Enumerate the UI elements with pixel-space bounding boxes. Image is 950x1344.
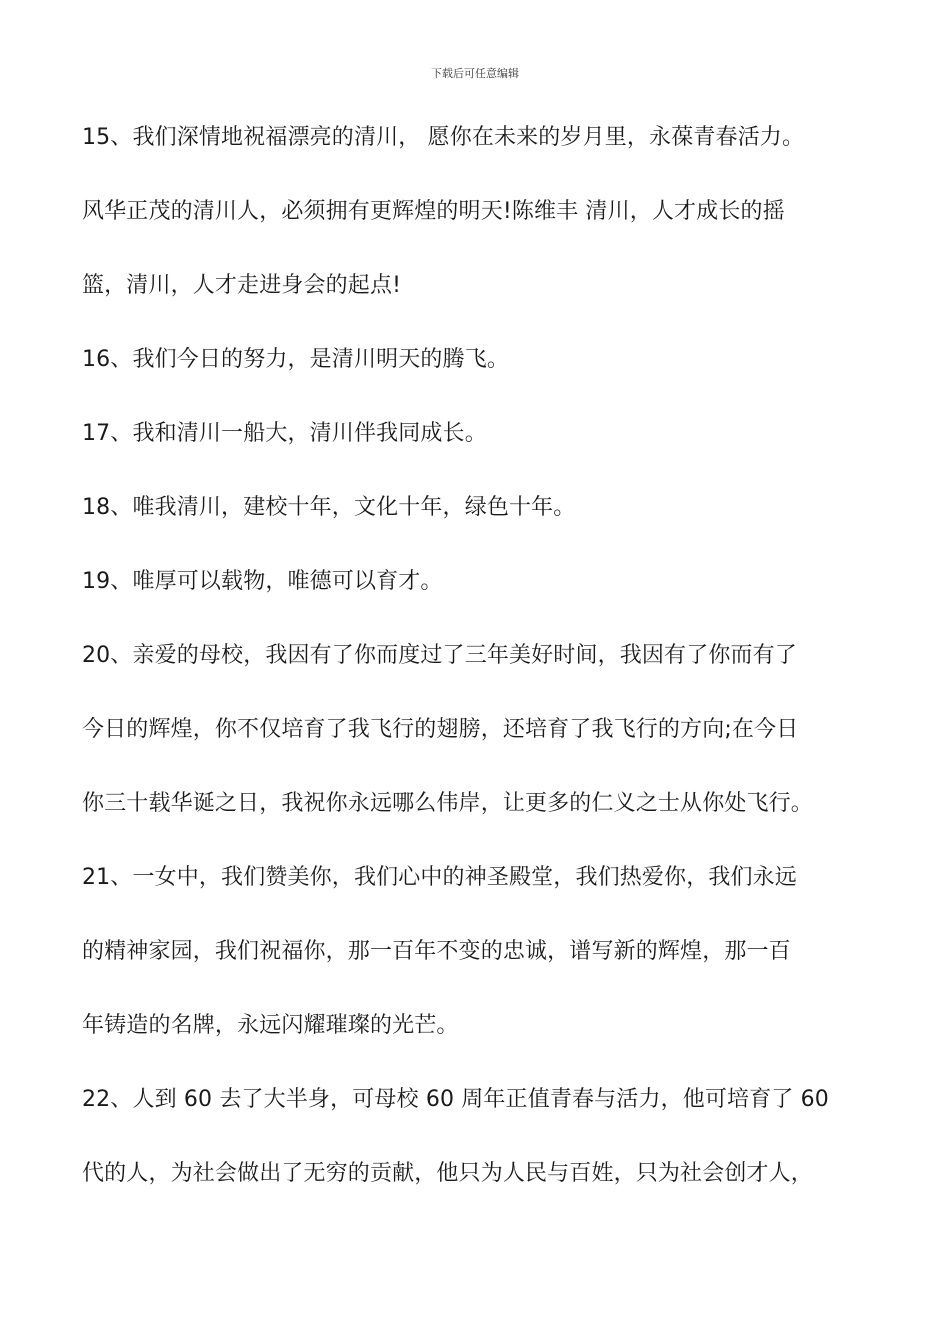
text-line: 你三十载华诞之日，我祝你永远哪么伟岸，让更多的仁义之士从你处飞行。	[82, 791, 813, 816]
page-header: 下载后可任意编辑	[431, 67, 519, 80]
text-line: 的精神家园，我们祝福你，那一百年不变的忠诚，谱写新的辉煌，那一百	[82, 939, 791, 964]
text-line: 篮，清川，人才走进身会的起点!	[82, 273, 402, 298]
text-line: 20、亲爱的母校，我因有了你而度过了三年美好时间，我因有了你而有了	[82, 643, 797, 668]
text-line: 年铸造的名牌，永远闪耀璀璨的光芒。	[82, 1013, 459, 1038]
text-line: 15、我们深情地祝福漂亮的清川， 愿你在未来的岁月里，永葆青春活力。	[82, 125, 805, 150]
text-line: 18、唯我清川，建校十年，文化十年，绿色十年。	[82, 495, 576, 520]
text-line: 16、我们今日的努力，是清川明天的腾飞。	[82, 347, 509, 372]
text-line: 21、一女中，我们赞美你，我们心中的神圣殿堂，我们热爱你，我们永远	[82, 865, 797, 890]
text-line: 风华正茂的清川人，必须拥有更辉煌的明天!陈维丰 清川，人才成长的摇	[82, 199, 785, 224]
text-line: 19、唯厚可以载物，唯德可以育才。	[82, 569, 443, 594]
text-line: 22、人到 60 去了大半身，可母校 60 周年正值青春与活力，他可培育了 60	[82, 1087, 829, 1112]
text-line: 今日的辉煌，你不仅培育了我飞行的翅膀，还培育了我飞行的方向;在今日	[82, 717, 799, 742]
document-body	[82, 118, 882, 1228]
text-line: 17、我和清川一船大，清川伴我同成长。	[82, 421, 487, 446]
text-line: 代的人，为社会做出了无穷的贡献，他只为人民与百姓，只为社会创才人，	[82, 1161, 813, 1186]
